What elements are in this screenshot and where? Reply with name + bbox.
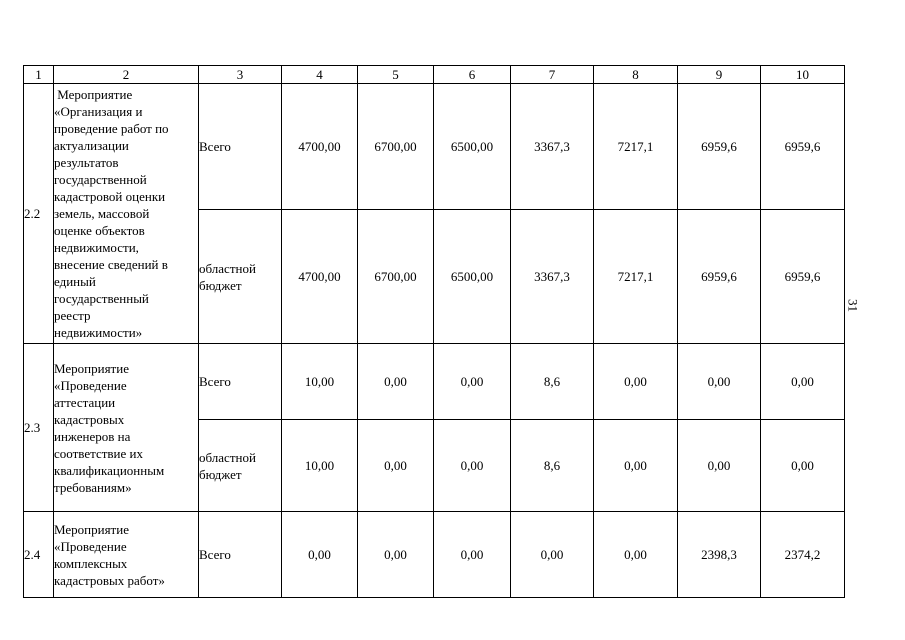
value-cell: 0,00 bbox=[594, 420, 678, 512]
value-cell: 6959,6 bbox=[678, 84, 761, 210]
value-cell: 0,00 bbox=[511, 512, 594, 598]
value-cell: 10,00 bbox=[282, 420, 358, 512]
column-header: 1 bbox=[24, 66, 54, 84]
item-name: Мероприятие «Проведение комплексных кадастровых работ» bbox=[54, 512, 199, 598]
value-cell: 0,00 bbox=[678, 420, 761, 512]
value-cell: 10,00 bbox=[282, 344, 358, 420]
value-cell: 2398,3 bbox=[678, 512, 761, 598]
column-header: 9 bbox=[678, 66, 761, 84]
column-header: 6 bbox=[434, 66, 511, 84]
value-cell: 6500,00 bbox=[434, 210, 511, 344]
column-header: 7 bbox=[511, 66, 594, 84]
item-name: Мероприятие «Проведение аттестации кадастровых инженеров на соответствие их квалификационным требованиям» bbox=[54, 344, 199, 512]
value-cell: 3367,3 bbox=[511, 84, 594, 210]
value-cell: 0,00 bbox=[434, 420, 511, 512]
value-cell: 6959,6 bbox=[761, 210, 845, 344]
value-cell: 0,00 bbox=[358, 512, 434, 598]
funding-source: областной бюджет bbox=[199, 210, 282, 344]
table-row bbox=[24, 512, 845, 598]
funding-source: Всего bbox=[199, 84, 282, 210]
column-header: 8 bbox=[594, 66, 678, 84]
column-header: 2 bbox=[54, 66, 199, 84]
value-cell: 6700,00 bbox=[358, 210, 434, 344]
value-cell: 0,00 bbox=[282, 512, 358, 598]
item-code: 2.4 bbox=[24, 512, 54, 598]
column-header: 10 bbox=[761, 66, 845, 84]
value-cell: 7217,1 bbox=[594, 84, 678, 210]
value-cell: 6500,00 bbox=[434, 84, 511, 210]
column-header: 4 bbox=[282, 66, 358, 84]
value-cell: 0,00 bbox=[761, 420, 845, 512]
value-cell: 0,00 bbox=[761, 344, 845, 420]
value-cell: 0,00 bbox=[358, 344, 434, 420]
value-cell: 0,00 bbox=[594, 344, 678, 420]
table-row bbox=[24, 344, 845, 420]
table-row bbox=[24, 84, 845, 210]
page-number: 31 bbox=[845, 299, 861, 312]
value-cell: 0,00 bbox=[358, 420, 434, 512]
header-row bbox=[24, 66, 845, 84]
funding-source: Всего bbox=[199, 344, 282, 420]
column-header: 5 bbox=[358, 66, 434, 84]
value-cell: 4700,00 bbox=[282, 84, 358, 210]
value-cell: 2374,2 bbox=[761, 512, 845, 598]
funding-source: Всего bbox=[199, 512, 282, 598]
item-code: 2.3 bbox=[24, 344, 54, 512]
value-cell: 0,00 bbox=[678, 344, 761, 420]
value-cell: 8,6 bbox=[511, 344, 594, 420]
value-cell: 6700,00 bbox=[358, 84, 434, 210]
item-code: 2.2 bbox=[24, 84, 54, 344]
value-cell: 4700,00 bbox=[282, 210, 358, 344]
value-cell: 7217,1 bbox=[594, 210, 678, 344]
value-cell: 3367,3 bbox=[511, 210, 594, 344]
budget-table bbox=[23, 65, 845, 598]
funding-source: областной бюджет bbox=[199, 420, 282, 512]
value-cell: 6959,6 bbox=[761, 84, 845, 210]
value-cell: 6959,6 bbox=[678, 210, 761, 344]
value-cell: 0,00 bbox=[594, 512, 678, 598]
column-header: 3 bbox=[199, 66, 282, 84]
value-cell: 0,00 bbox=[434, 344, 511, 420]
item-name: Мероприятие «Организация и проведение работ по актуализации результатов государственной кадастровой оценки земель, массовой оценке объектов недвижимости, внесение сведений в единый государственный реестр недвижимости» bbox=[54, 84, 199, 344]
value-cell: 8,6 bbox=[511, 420, 594, 512]
value-cell: 0,00 bbox=[434, 512, 511, 598]
